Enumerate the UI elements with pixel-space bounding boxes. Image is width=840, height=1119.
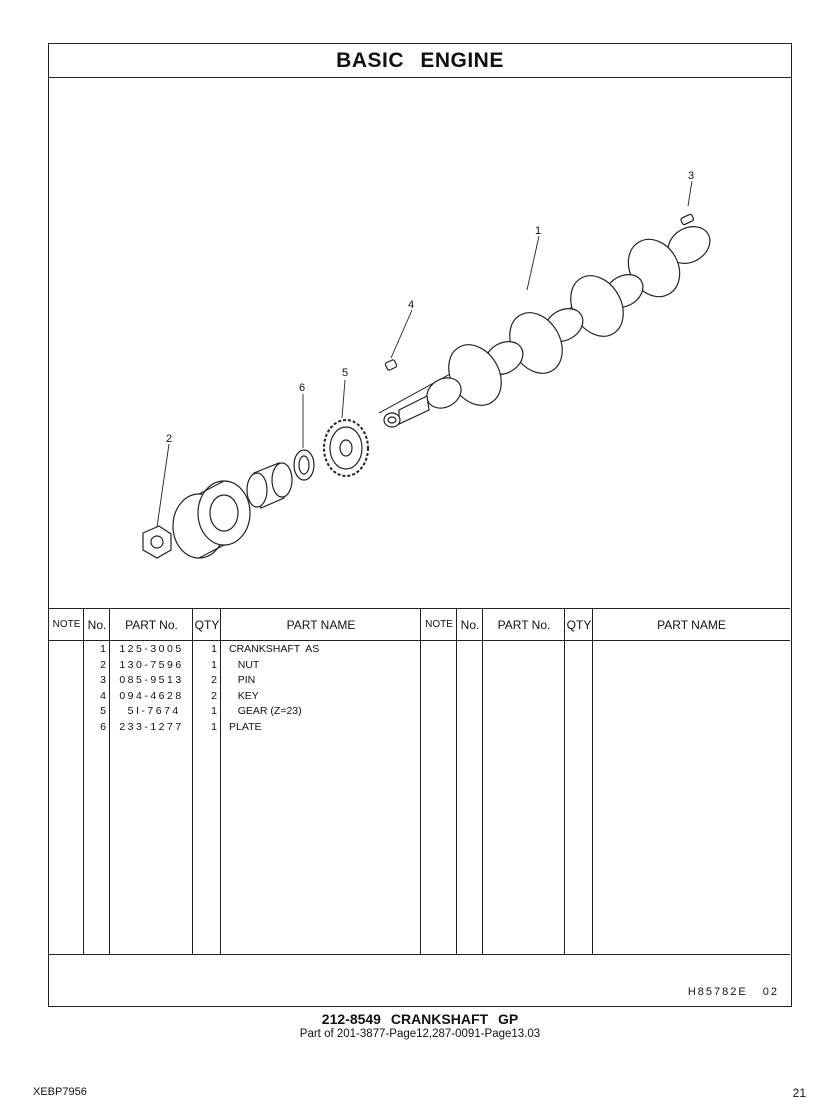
group-title: 212-8549 CRANKSHAFT GP xyxy=(321,1011,519,1027)
header-part-name-right: PART NAME xyxy=(657,617,726,632)
header-part-no: PART No. xyxy=(125,617,178,632)
illustration-code: H85782E 02 xyxy=(687,986,779,998)
header-note: NOTE xyxy=(52,619,81,630)
parts-page-frame xyxy=(48,43,792,1007)
header-part-name: PART NAME xyxy=(286,617,356,632)
header-qty: QTY xyxy=(194,617,220,632)
header-note-right: NOTE xyxy=(425,619,453,630)
callout-3: 3 xyxy=(688,170,695,182)
callout-4: 4 xyxy=(408,299,415,311)
callout-2: 2 xyxy=(166,433,173,445)
page-number: 21 xyxy=(792,1086,806,1100)
document-id: XEBP7956 xyxy=(33,1086,87,1098)
header-qty-right: QTY xyxy=(566,617,592,632)
callout-5: 5 xyxy=(342,367,349,379)
callout-6: 6 xyxy=(299,382,306,394)
header-no: No. xyxy=(87,617,107,632)
exploded-view-drawing xyxy=(49,78,790,608)
header-part-no-right: PART No. xyxy=(497,617,551,632)
parts-list-table: NOTE No. PART No. QTY PART NAME NOTE No. PART No. QTY PART NAME 1 125-3005 1 CRANKSHAFT AS 2 130-7596 1 NUT 3 085-9513 2 PIN 4 094-4628 2 KEY 5 5I-7674 1 GEAR (Z=23) 6 233-1277 1 PLATE xyxy=(49,608,790,954)
callout-1: 1 xyxy=(535,225,542,237)
page-title: BASIC ENGINE xyxy=(49,44,791,78)
part-of-reference: Part of 201-3877-Page12,287-0091-Page13.03 xyxy=(299,1028,541,1040)
header-no-right: No. xyxy=(460,617,480,632)
crankshaft-drawing xyxy=(143,181,717,558)
